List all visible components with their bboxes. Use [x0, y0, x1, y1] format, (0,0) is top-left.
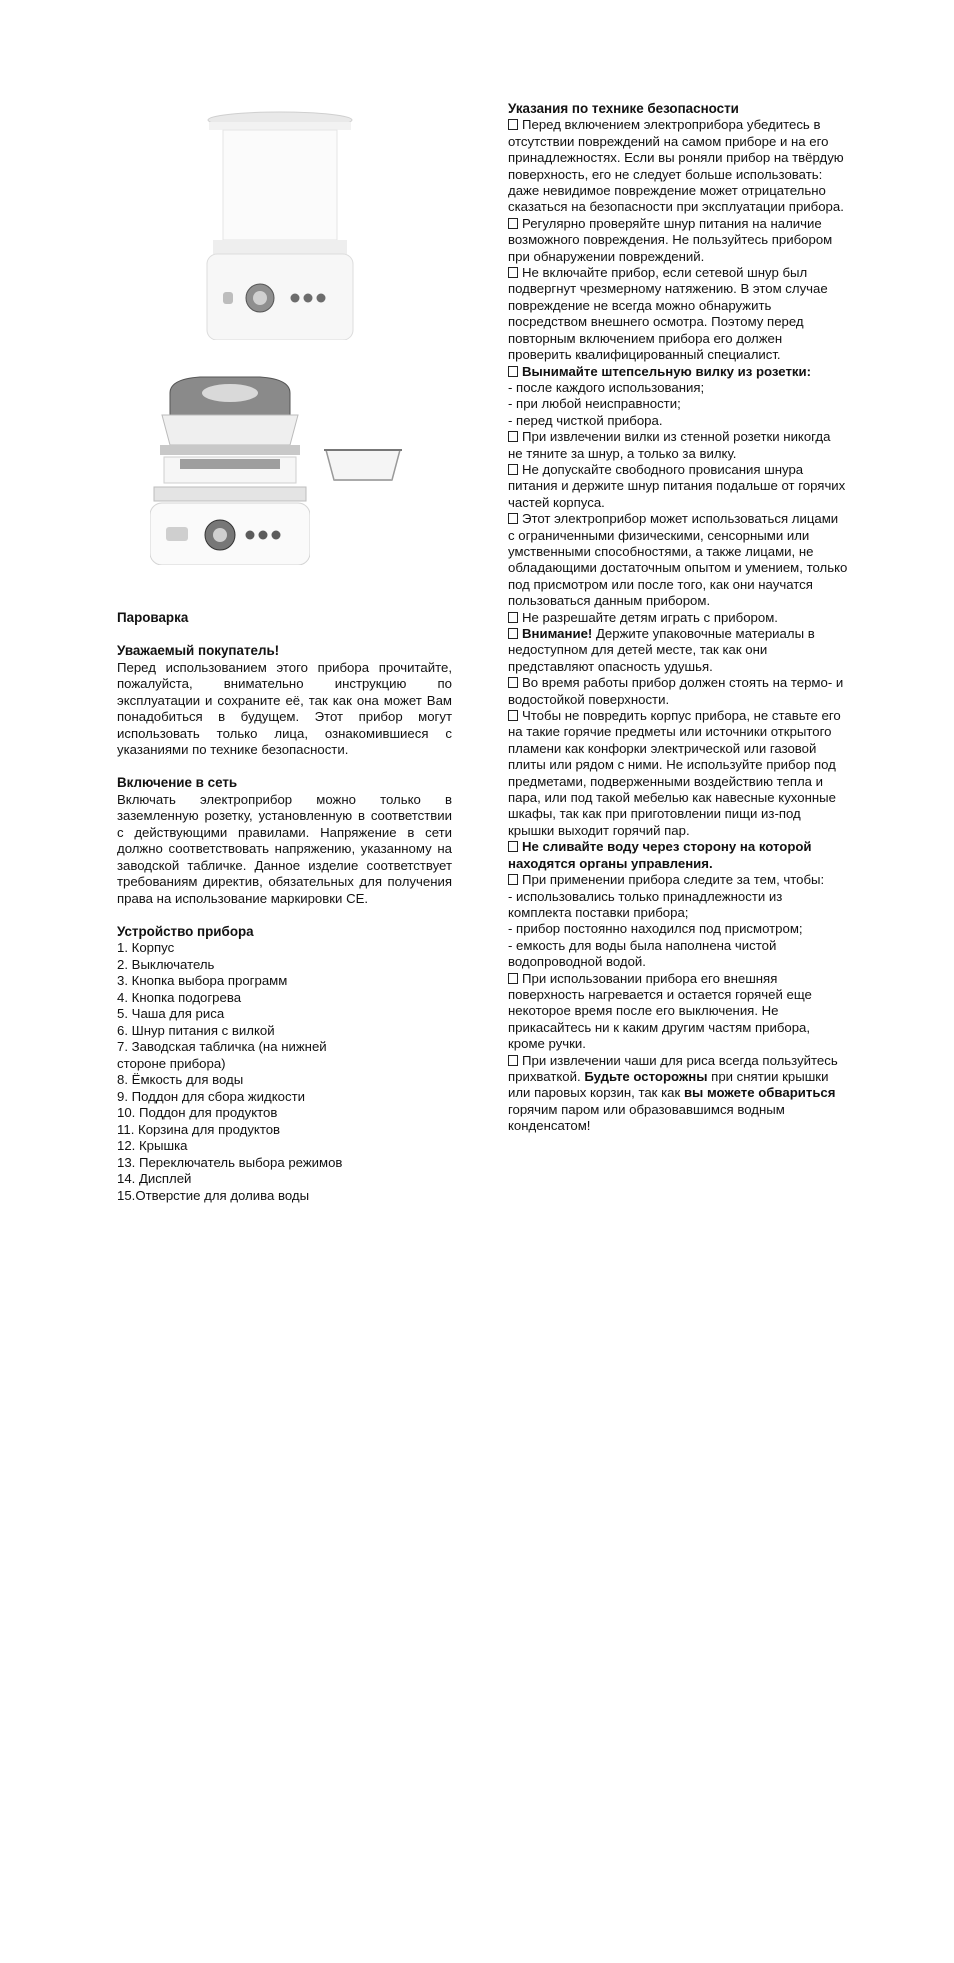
left-column — [117, 610, 452, 1204]
safety-paragraph: Не сливайте воду через сторону на которой находятся органы управления. — [508, 839, 812, 871]
checkbox-bullet-icon — [508, 874, 518, 885]
safety-paragraph: Перед включением электроприбора убедитесь в отсутствии повреждений на самом приборе и на его принадлежностях. Если вы роняли прибор на твёрдую поверхность, его не следует больше использовать: даже невидимое повреждение может отрицательно сказаться на безопасности при эксплуатации прибора. — [508, 117, 844, 215]
checkbox-bullet-icon — [508, 612, 518, 623]
safety-line: - перед чисткой прибора. — [508, 412, 663, 428]
list-item: 4. Кнопка подогрева — [117, 989, 242, 1005]
safety-paragraph: Не разрешайте детям играть с прибором. — [508, 610, 848, 626]
right-column — [508, 101, 848, 1135]
safety-paragraph: При применении прибора следите за тем, чтобы: — [508, 872, 848, 888]
safety-line: - при любой неисправности; — [508, 396, 681, 412]
greeting-heading: Уважаемый покупатель! — [117, 643, 280, 658]
checkbox-bullet-icon — [508, 710, 518, 721]
checkbox-bullet-icon — [508, 366, 518, 377]
safety-line: - прибор постоянно находился под присмотром; — [508, 921, 803, 937]
safety-paragraph: При извлечении вилки из стенной розетки никогда не тяните за шнур, а только за вилку. — [508, 429, 831, 461]
safety-paragraph: Внимание! Держите упаковочные материалы в недоступном для детей месте, так как они представляют опасность удушья. — [508, 626, 815, 674]
list-item: 2. Выключатель — [117, 956, 215, 972]
list-item: 9. Поддон для сбора жидкости — [117, 1088, 305, 1104]
safety-paragraph: Вынимайте штепсельную вилку из розетки: — [508, 364, 848, 380]
safety-paragraph: Не включайте прибор, если сетевой шнур был подвергнут чрезмерному натяжению. В этом случае повреждение не всегда можно обнаружить посредством внешнего осмотра. Поэтому перед повторным включением прибора его должен проверить квалифицированный специалист. — [508, 265, 828, 363]
list-item: 7. Заводская табличка (на нижней стороне прибора) — [117, 1039, 327, 1071]
safety-paragraph: При использовании прибора его внешняя поверхность нагревается и остается горячей еще некоторое время после его выключения. Не прикасайтесь ни к каким другим частям прибора, кроме ручки. — [508, 970, 812, 1052]
safety-line: - использовались только принадлежности из комплекта поставки прибора; — [508, 888, 783, 920]
power-text: Включать электроприбор можно только в заземленную розетку, установленную в соответствии с действующими правилами. Напряжение в сети должно соответствовать напряжению, указанному на заводской табличке. Данное изделие соответствует требованиям директив, обязательных для получения права на использование маркировки CE. — [117, 791, 452, 906]
checkbox-bullet-icon — [508, 267, 518, 278]
safety-paragraph: Чтобы не повредить корпус прибора, не ставьте его на такие горячие предметы или источники открытого пламени как конфорки электрической или газовой плиты или рядом с ними. Не используйте прибор под предметами, подверженными воздействию тепла и пара, или под такой мебелью как навесные кухонные шкафы, так как при приготовлении пищи из-под крышки выходит горячий пар. — [508, 708, 841, 838]
list-item: 11. Корзина для продуктов — [117, 1121, 281, 1137]
safety-paragraph: Этот электроприбор может использоваться лицами с ограниченными физическими, сенсорными или умственными способностями, а также лицами, не обладающими достаточным опытом и умением, только под присмотром или после того, как они научатся пользоваться данным прибором. — [508, 511, 848, 609]
steamer-illustration-exploded — [150, 375, 310, 565]
checkbox-bullet-icon — [508, 513, 518, 524]
steamer-illustration-top — [205, 108, 355, 340]
list-item: 5. Чаша для риса — [117, 1006, 225, 1021]
checkbox-bullet-icon — [508, 431, 518, 442]
list-item: 1. Корпус — [117, 940, 175, 955]
checkbox-bullet-icon — [508, 1055, 518, 1066]
device-parts-list — [117, 940, 452, 1204]
safety-paragraph: При извлечении чаши для риса всегда пользуйтесь прихваткой. Будьте осторожны при снятии крышки или паровых корзин, так как вы можете обвариться горячим паром или образовавшимся водным конденсатом! — [508, 1052, 838, 1134]
safety-paragraph: Не допускайте свободного провисания шнура питания и держите шнур питания подальше от горячих частей корпуса. — [508, 461, 846, 510]
list-item: 14. Дисплей — [117, 1171, 192, 1186]
list-item: 13. Переключатель выбора режимов — [117, 1154, 343, 1170]
checkbox-bullet-icon — [508, 677, 518, 688]
safety-paragraph: Во время работы прибор должен стоять на термо- и водостойкой поверхности. — [508, 675, 844, 707]
power-heading: Включение в сеть — [117, 775, 238, 790]
list-item: 10. Поддон для продуктов — [117, 1105, 278, 1120]
greeting-text: Перед использованием этого прибора прочитайте, пожалуйста, внимательно инструкцию по эксплуатации и сохраните её, так как она может Вам понадобиться в будущем. Этот прибор могут использовать только лица, ознакомившиеся с указаниями по технике безопасности. — [117, 659, 452, 757]
checkbox-bullet-icon — [508, 464, 518, 475]
device-heading: Устройство прибора — [117, 923, 254, 939]
list-item: 15.Отверстие для долива воды — [117, 1187, 310, 1203]
checkbox-bullet-icon — [508, 841, 518, 852]
rice-bowl-illustration — [322, 440, 404, 486]
checkbox-bullet-icon — [508, 973, 518, 984]
list-item: 8. Ёмкость для воды — [117, 1072, 244, 1087]
safety-line: - емкость для воды была наполнена чистой водопроводной водой. — [508, 937, 777, 970]
list-item: 6. Шнур питания с вилкой — [117, 1022, 275, 1038]
document-title: Пароварка — [117, 610, 189, 625]
checkbox-bullet-icon — [508, 119, 518, 130]
list-item: 12. Крышка — [117, 1138, 188, 1153]
safety-line: - после каждого использования; — [508, 379, 705, 395]
checkbox-bullet-icon — [508, 628, 518, 639]
safety-paragraph: Регулярно проверяйте шнур питания на наличие возможного повреждения. Не пользуйтесь прибором при обнаружении повреждений. — [508, 215, 833, 264]
safety-heading: Указания по технике безопасности — [508, 101, 739, 116]
list-item: 3. Кнопка выбора программ — [117, 973, 288, 988]
checkbox-bullet-icon — [508, 218, 518, 229]
